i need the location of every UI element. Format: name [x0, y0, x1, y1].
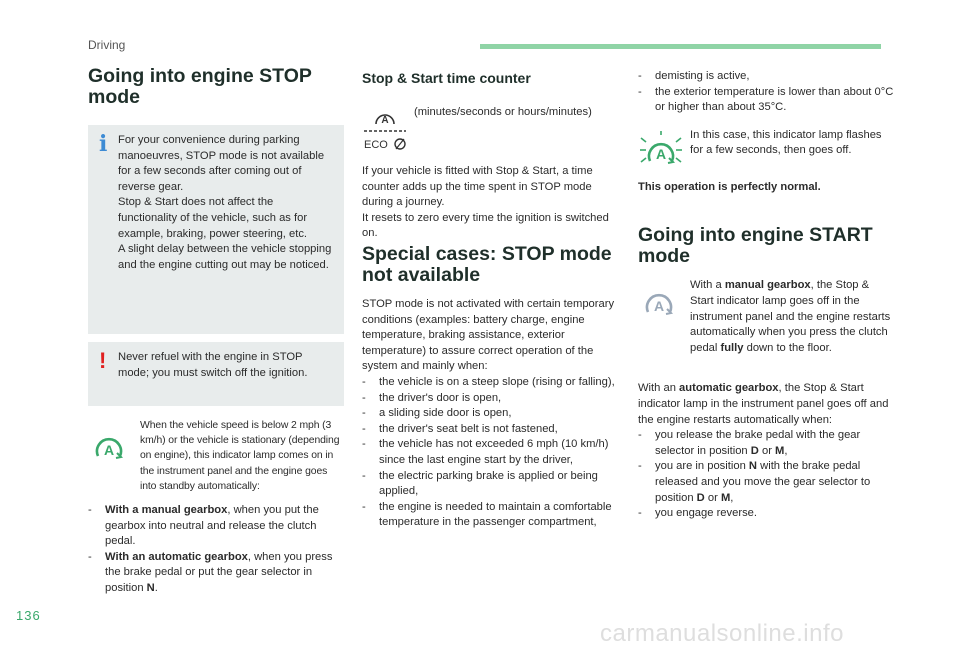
warning-note — [88, 342, 344, 406]
auto-restart-text: With an automatic gearbox, the Stop & Start indicator lamp in the instrument panel goes off and the engine restarts automatically when: — [638, 382, 889, 426]
stop-lamp-text: When the vehicle speed is below 2 mph (3 km/h) or the vehicle is stationary (depending on engine), this indicator lamp comes on in the instrument panel and the engine goes into standby automatically: — [140, 420, 340, 492]
svg-text:A: A — [653, 298, 665, 315]
info-note-text: For your convenience during parking manoeuvres, STOP mode is not available for a few seconds after coming out of reverse gear. Stop & Start does not affect the functionality of the vehicle, such as for example, braking, power steering, etc. A slight delay between the vehicle stopping and the engine cutting out may be noticed. — [118, 134, 332, 271]
list-item: - you are in position N with the brake pedal released and you move the gear selector to position D or M, — [638, 459, 894, 506]
stop-lamp-block — [88, 418, 344, 497]
title-engine-stop: Going into engine STOP mode — [88, 65, 312, 108]
list-item: - the driver's seat belt is not fastened, — [362, 422, 618, 438]
special-intro: STOP mode is not activated with certain temporary conditions (examples: battery charge, engine temperature, braking assistance, exterior temperature) to assure correct operation of the system and mainly when: — [362, 297, 615, 373]
list-item: - you release the brake pedal with the gear selector in position D or M, — [638, 428, 894, 459]
list-item: - you engage reverse. — [638, 506, 894, 522]
svg-text:A: A — [381, 115, 389, 126]
title-time-counter: Stop & Start time counter — [362, 70, 531, 86]
continued-list — [638, 69, 894, 116]
manual-restart-text: With a manual gearbox, the Stop & Start indicator lamp goes off in the instrument panel and the engine restarts automatically when you press the clutch pedal fully down to the floor. — [690, 279, 891, 354]
flash-lamp-block — [638, 128, 894, 176]
column-middle — [362, 66, 618, 531]
section-label: Driving — [88, 38, 126, 52]
special-cases-list — [362, 375, 618, 531]
info-note — [88, 125, 344, 334]
info-icon: i — [99, 131, 108, 157]
list-item: - a sliding side door is open, — [362, 406, 618, 422]
warning-icon: ! — [99, 348, 107, 373]
section-bar — [480, 44, 881, 49]
list-item: - demisting is active, — [638, 69, 894, 85]
list-item: - the vehicle has not exceeded 6 mph (10 km/h) since the last engine start by the driver, — [362, 437, 618, 468]
svg-text:A: A — [655, 145, 667, 162]
title-engine-start: Going into engine START mode — [638, 224, 873, 268]
warning-note-text: Never refuel with the engine in STOP mode; you must switch off the ignition. — [118, 351, 308, 379]
column-right — [638, 66, 894, 522]
list-item: - the electric parking brake is applied or being applied, — [362, 469, 618, 500]
page-number: 136 — [16, 608, 41, 623]
title-special-cases: Special cases: STOP mode not available — [362, 242, 612, 286]
list-item: - the engine is needed to maintain a comfortable temperature in the passenger compartment, — [362, 500, 618, 531]
auto-restart-list — [638, 428, 894, 522]
watermark[interactable]: carmanualsonline.info — [600, 620, 844, 647]
list-item: - the vehicle is on a steep slope (rising or falling), — [362, 375, 618, 391]
stop-start-eco-counter-icon — [362, 105, 408, 153]
counter-icon-block — [362, 105, 618, 155]
stop-start-green-lamp-icon — [94, 434, 124, 462]
counter-text: If your vehicle is fitted with Stop & Start, a time counter adds up the time spent in STOP mode during a journey. It resets to zero every time the ignition is switched on. — [362, 165, 609, 240]
list-item: - the exterior temperature is lower than about 0°C or higher than about 35°C. — [638, 85, 894, 116]
start-lamp-block — [638, 278, 894, 373]
flash-lamp-text: In this case, this indicator lamp flashes for a few seconds, then goes off. — [690, 128, 882, 157]
svg-text:A: A — [103, 442, 115, 458]
engine-stop-conditions — [88, 503, 344, 597]
stop-start-flashing-lamp-icon — [638, 130, 684, 170]
svg-text:ECO: ECO — [364, 139, 388, 151]
stop-start-off-lamp-icon — [644, 290, 674, 318]
counter-units: (minutes/seconds or hours/minutes) — [414, 106, 592, 118]
list-item: - the driver's door is open, — [362, 391, 618, 407]
list-item: - With an automatic gearbox, when you press the brake pedal or put the gear selector in position N. — [88, 550, 344, 597]
normal-operation-text: This operation is perfectly normal. — [638, 180, 821, 193]
list-item: - With a manual gearbox, when you put the gearbox into neutral and release the clutch pedal. — [88, 503, 344, 550]
column-left — [88, 66, 344, 597]
